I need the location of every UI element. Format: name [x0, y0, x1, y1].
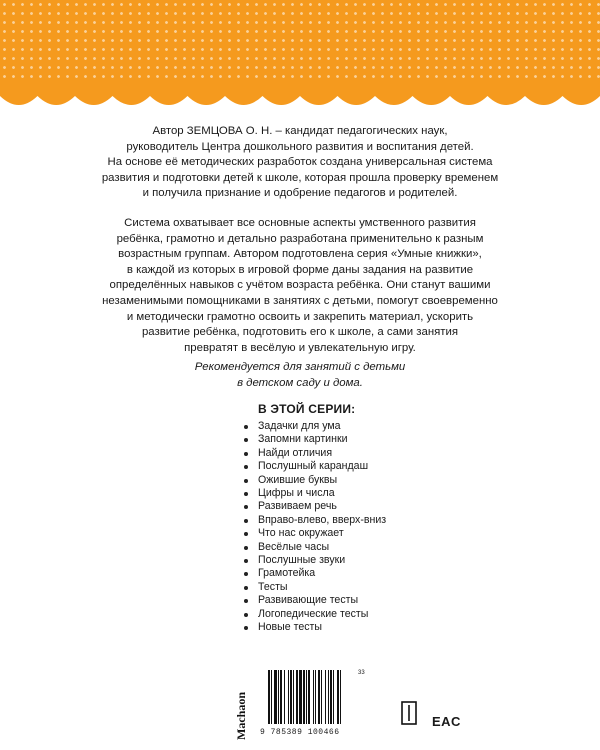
barcode-bar: [318, 670, 320, 724]
barcode-bar: [340, 670, 341, 724]
barcode-bar: [325, 670, 326, 724]
barcode-bar: [315, 670, 316, 724]
series-item: Логопедические тесты: [242, 608, 386, 621]
barcode-bar: [290, 670, 292, 724]
barcode-bar: [280, 670, 282, 724]
series-item: Развиваем речь: [242, 500, 386, 513]
scalloped-edge: [0, 80, 600, 116]
system-paragraph-line: определённых навыков с учётом возраста ребёнка. Они станут вашими: [109, 279, 491, 292]
barcode-bar: [308, 670, 310, 724]
barcode-bar: [284, 670, 285, 724]
series-item: Тесты: [242, 581, 386, 594]
series-item: Найди отличия: [242, 447, 386, 460]
publisher-logo: Machaon: [234, 692, 248, 740]
series-item: Новые тесты: [242, 621, 386, 634]
system-paragraph-line: Система охватывает все основные аспекты умственного развития: [124, 217, 476, 229]
series-item: Ожившие буквы: [242, 474, 386, 487]
author-paragraph-line: На основе её методических разработок создана универсальная система: [107, 156, 493, 169]
author-paragraph-line: развития и подготовки детей к школе, которая прошла проверку временем: [101, 171, 499, 184]
barcode-bar: [306, 670, 307, 724]
barcode-bar: [330, 670, 332, 724]
barcode-bar: [299, 670, 302, 724]
barcode-bar: [333, 670, 334, 724]
series-item: Задачки для ума: [242, 420, 386, 433]
series-item: Послушные звуки: [242, 554, 386, 567]
barcode-bar: [321, 670, 322, 724]
series-item: Запомни картинки: [242, 433, 386, 446]
series-item: Что нас окружает: [242, 527, 386, 540]
barcode-area: [246, 670, 374, 740]
series-item: Весёлые часы: [242, 541, 386, 554]
barcode-bar: [278, 670, 279, 724]
author-paragraph-line: руководитель Центра дошкольного развития и воспитания детей.: [126, 140, 474, 153]
system-paragraph-line: превратят в весёлую и увлекательную игру.: [184, 341, 416, 354]
barcode-addon: 33: [358, 670, 365, 676]
barcode-bar: [303, 670, 305, 724]
system-paragraph-line: возрастным группам. Автором подготовлена серия «Умные книжки»,: [118, 248, 482, 261]
author-paragraph-line: Автор ЗЕМЦОВА О. Н. – кандидат педагогических наук,: [152, 125, 448, 137]
recommendation-text: [150, 360, 450, 391]
recommendation-line: в детском саду и дома.: [237, 376, 363, 389]
barcode-bar: [313, 670, 314, 724]
barcode-bar: [296, 670, 298, 724]
eac-certification-mark: EAC: [432, 714, 461, 729]
series-item: Грамотейка: [242, 567, 386, 580]
series-item: Развивающие тесты: [242, 594, 386, 607]
recommendation-line: Рекомендуется для занятий с детьми: [194, 361, 406, 373]
system-paragraph-line: развитие ребёнка, подготовить его к школе, а сами занятия: [141, 326, 459, 339]
series-list: [242, 420, 386, 635]
barcode-bar: [293, 670, 294, 724]
barcode-bar: [288, 670, 289, 724]
system-paragraph-line: незаменимыми помощниками в занятиях с детьми, помогут своевременно: [102, 294, 498, 307]
system-paragraph-line: в каждой из которых в игровой форме даны задания на развитие: [126, 263, 474, 276]
system-paragraph-line: ребёнка, грамотно и детально разработана применительно к разным: [116, 232, 484, 245]
barcode: [268, 670, 362, 726]
author-paragraph-line: и получила признание и одобрение педагогов и родителей.: [142, 187, 458, 200]
isbn-digits: 9 785389 100466: [260, 728, 340, 737]
barcode-bar: [274, 670, 277, 724]
age-mark-icon: [400, 700, 420, 728]
barcode-bar: [328, 670, 329, 724]
series-item: Цифры и числа: [242, 487, 386, 500]
system-paragraph-line: и методически грамотно освоить и закрепить материал, ускорить: [126, 310, 474, 323]
barcode-bar: [271, 670, 272, 724]
series-title: В ЭТОЙ СЕРИИ:: [258, 402, 356, 416]
system-paragraph: [40, 216, 560, 356]
barcode-bar: [337, 670, 339, 724]
barcode-bar: [268, 670, 270, 724]
series-item: Вправо-влево, вверх-вниз: [242, 514, 386, 527]
series-item: Послушный карандаш: [242, 460, 386, 473]
author-paragraph: [40, 124, 560, 202]
